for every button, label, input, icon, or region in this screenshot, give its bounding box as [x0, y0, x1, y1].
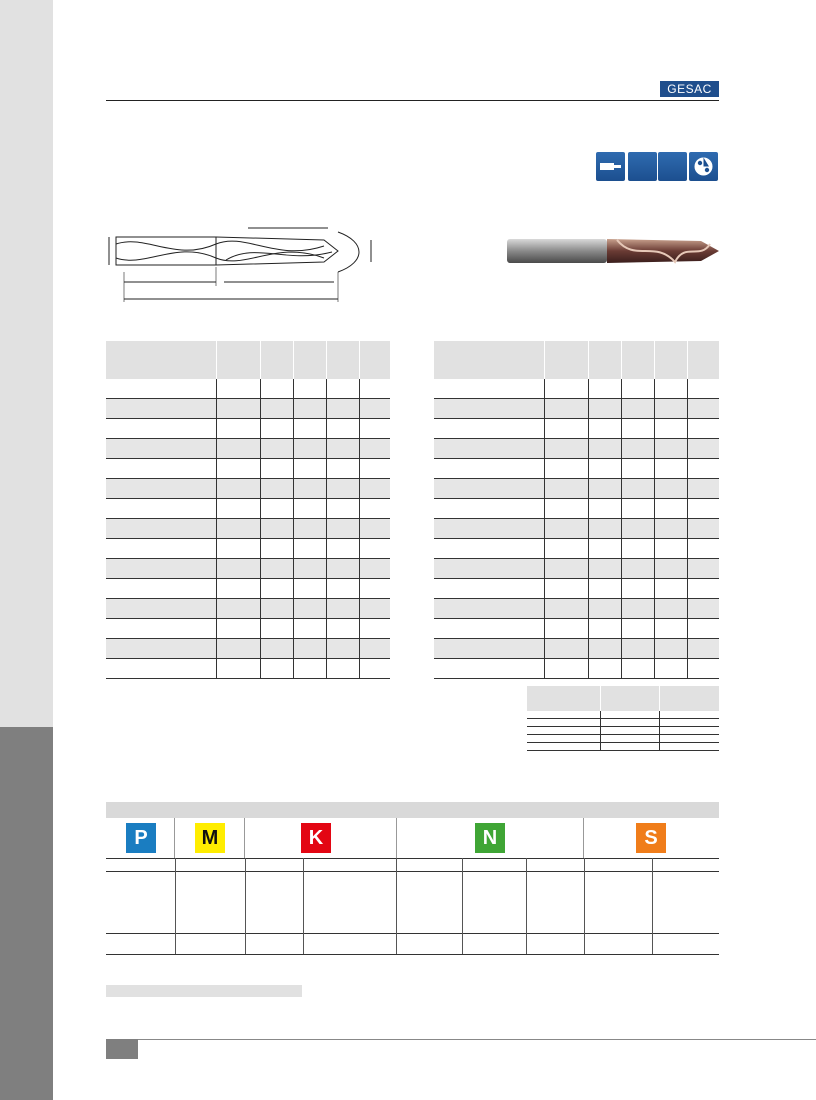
- materials-rule-1: [106, 858, 719, 859]
- drawing-point-arc: [338, 232, 359, 272]
- tool-drawing: [106, 222, 386, 308]
- footnote-bar: [106, 985, 302, 997]
- footer-rule: [106, 1039, 816, 1040]
- material-cell-M: [175, 818, 245, 858]
- material-badge-S: S: [636, 823, 666, 853]
- materials-vline: [396, 858, 397, 954]
- drawing-shank: [116, 237, 216, 265]
- materials-rule-2: [106, 871, 719, 872]
- material-cell-N: [397, 818, 584, 858]
- materials-vline: [245, 858, 246, 954]
- materials-vline: [462, 858, 463, 954]
- spec-table-left: [106, 341, 390, 679]
- small-table: [527, 686, 719, 751]
- sidebar-light-section: [0, 0, 53, 727]
- brand-badge: GESAC: [660, 81, 719, 97]
- materials-vline: [584, 858, 585, 954]
- material-cell-K: [245, 818, 397, 858]
- spec-table-right: [434, 341, 719, 679]
- materials-header-bar: [106, 802, 719, 818]
- materials-vline: [175, 858, 176, 954]
- sidebar-dark-section: [0, 727, 53, 1100]
- blank-icon-2: [658, 152, 687, 181]
- page-number-tab: [106, 1039, 138, 1059]
- materials-rule-3: [106, 933, 719, 934]
- header-rule: [106, 100, 719, 101]
- coolant-icon: [689, 152, 718, 181]
- material-cell-P: [106, 818, 175, 858]
- material-badge-K: K: [301, 823, 331, 853]
- material-badge-P: P: [126, 823, 156, 853]
- material-badge-N: N: [475, 823, 505, 853]
- materials-vline: [652, 858, 653, 954]
- photo-shank: [507, 239, 607, 263]
- shank-icon: [596, 152, 625, 181]
- materials-rule-4: [106, 954, 719, 955]
- blank-icon-1: [628, 152, 657, 181]
- drawing-helix-1: [116, 241, 324, 251]
- material-cell-S: [584, 818, 719, 858]
- materials-vline: [526, 858, 527, 954]
- drawing-helix-2: [116, 252, 324, 261]
- materials-row: [106, 818, 719, 858]
- materials-vline: [303, 858, 304, 954]
- material-badge-M: M: [195, 823, 225, 853]
- product-photo: [505, 232, 721, 270]
